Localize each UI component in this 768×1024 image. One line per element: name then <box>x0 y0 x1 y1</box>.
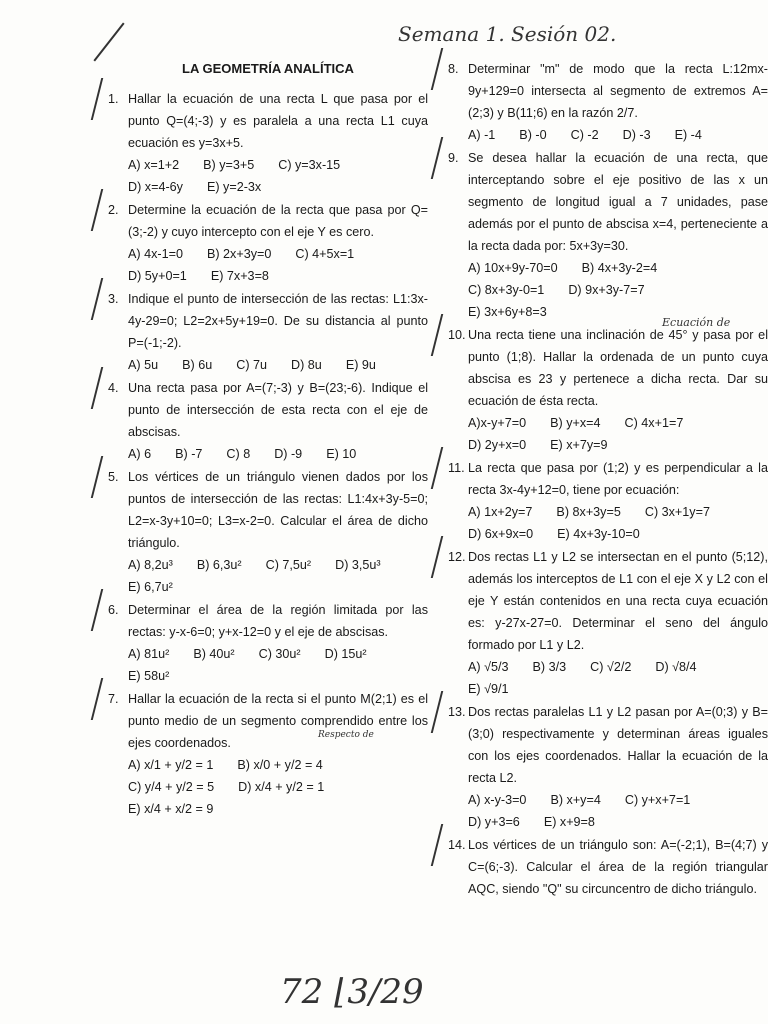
answer-options <box>448 257 768 323</box>
question-number: 11. <box>448 461 465 475</box>
question-text: Una recta pasa por A=(7;-3) y B=(23;-6). Indique el punto de intersección de esta recta con el eje de abscisas. <box>128 381 428 439</box>
question-item <box>448 58 768 146</box>
answer-option: E) 10 <box>326 447 357 461</box>
question-text: Los vértices de un triángulo son: A=(-2;1), B=(4;7) y C=(6;-3). Calcular el área de la región triangular AQC, siendo "Q" su circuncentro de dicho triángulo. <box>468 838 768 896</box>
question-text: Determinar "m" de modo que la recta L:12mx-9y+129=0 intersecta al segmento de extremos A=(2;3) y B(11;6) en la razón 2/7. <box>468 62 768 120</box>
answer-option: A) 6 <box>128 447 152 461</box>
answer-options <box>108 643 428 687</box>
question-number: 2. <box>108 203 119 217</box>
answer-option: C) 7u <box>236 358 268 372</box>
question-item <box>448 147 768 323</box>
answer-option: A) 1x+2y=7 <box>468 505 533 519</box>
answer-option: D) x/4 + y/2 = 1 <box>238 780 325 794</box>
answer-option: B) 4x+3y-2=4 <box>581 261 658 275</box>
question-item <box>108 199 428 287</box>
answer-option: A) 4x-1=0 <box>128 247 183 261</box>
answer-options <box>108 554 428 598</box>
question-item <box>108 688 428 820</box>
question-item <box>448 457 768 545</box>
answer-option: A) -1 <box>468 128 496 142</box>
answer-option: C) y=3x-15 <box>278 158 341 172</box>
handwritten-note-7: Respecto de <box>318 730 374 740</box>
question-text: Hallar la ecuación de una recta L que pasa por el punto Q=(4;-3) y es paralela a una recta L1 cuya ecuación es y=3x+5. <box>128 92 428 150</box>
question-item <box>108 599 428 687</box>
left-column <box>108 58 428 821</box>
left-question-list <box>108 88 428 820</box>
answer-option: B) 2x+3y=0 <box>206 247 272 261</box>
question-number: 13. <box>448 705 466 719</box>
question-number: 7. <box>108 692 119 706</box>
answer-option: D) 6x+9x=0 <box>468 527 534 541</box>
answer-option: D) y+3=6 <box>468 815 520 829</box>
handwritten-note-10: Ecuación de <box>662 316 731 329</box>
answer-option: A) 5u <box>128 358 159 372</box>
question-text: La recta que pasa por (1;2) y es perpendicular a la recta 3x-4y+12=0, tiene por ecuación: <box>468 461 768 497</box>
answer-option: E) 6,7u² <box>128 580 173 594</box>
answer-option: E) x/4 + x/2 = 9 <box>128 802 214 816</box>
page-title: LA GEOMETRÍA ANALÍTICA <box>182 61 354 76</box>
answer-options <box>448 789 768 833</box>
answer-option: B) -0 <box>519 128 547 142</box>
answer-options <box>448 656 768 700</box>
margin-slash <box>93 22 124 61</box>
answer-option: D) 15u² <box>324 647 367 661</box>
answer-option: C) y+x+7=1 <box>624 793 691 807</box>
answer-option: D) 2y+x=0 <box>468 438 527 452</box>
question-item <box>448 834 768 900</box>
question-item <box>108 466 428 598</box>
answer-option: E) 7x+3=8 <box>210 269 269 283</box>
answer-option: E) 58u² <box>128 669 170 683</box>
answer-option: E) 9u <box>345 358 376 372</box>
answer-option: A) x/1 + y/2 = 1 <box>128 758 214 772</box>
answer-options <box>108 754 428 820</box>
answer-options <box>448 412 768 456</box>
answer-option: A)x-y+7=0 <box>468 416 527 430</box>
answer-option: D) -3 <box>622 128 651 142</box>
answer-option: B) y=3+5 <box>203 158 255 172</box>
answer-option: B) 6u <box>182 358 213 372</box>
answer-options <box>108 443 428 465</box>
question-text: Indique el punto de intersección de las rectas: L1:3x-4y-29=0; L2=2x+5y+19=0. De su distancia al punto P=(-1;-2). <box>128 292 428 350</box>
answer-options <box>108 243 428 287</box>
question-number: 8. <box>448 62 459 76</box>
question-item <box>108 88 428 198</box>
right-question-list <box>448 58 768 900</box>
answer-option: C) 4+5x=1 <box>295 247 355 261</box>
question-text: Hallar la ecuación de la recta si el punto M(2;1) es el punto medio de un segmento comprendido entre los ejes coordenados. <box>128 692 428 750</box>
answer-option: D) 9x+3y-7=7 <box>568 283 645 297</box>
answer-option: D) 3,5u³ <box>335 558 381 572</box>
answer-option: B) 6,3u² <box>196 558 242 572</box>
answer-option: C) 30u² <box>258 647 301 661</box>
answer-option: E) x+9=8 <box>543 815 595 829</box>
answer-option: C) 4x+1=7 <box>624 416 684 430</box>
answer-option: D) √8/4 <box>655 660 697 674</box>
answer-option: B) 8x+3y=5 <box>556 505 621 519</box>
answer-option: B) x/0 + y/2 = 4 <box>237 758 323 772</box>
answer-option: A) 10x+9y-70=0 <box>468 261 558 275</box>
question-number: 5. <box>108 470 119 484</box>
answer-options <box>108 154 428 198</box>
answer-option: A) 8,2u³ <box>128 558 173 572</box>
question-number: 6. <box>108 603 119 617</box>
question-text: Se desea hallar la ecuación de una recta, que interceptando sobre el eje positivo de las x un segmento de longitud igual a 7 unidades, pase además por el punto de abscisa x=4, perteneciente a la recta dada por: 5x+3y=30. <box>468 151 768 253</box>
question-number: 3. <box>108 292 119 306</box>
question-text: Una recta tiene una inclinación de 45° y pasa por el punto (1;8). Hallar la ordenada de un punto cuya abscisa es 23 y pertenece a dicha recta. Dar su ecuación de ésta recta. <box>468 328 768 408</box>
question-item <box>108 288 428 376</box>
answer-option: E) √9/1 <box>468 682 509 696</box>
answer-option: C) y/4 + y/2 = 5 <box>128 780 215 794</box>
question-number: 9. <box>448 151 459 165</box>
answer-option: C) 7,5u² <box>265 558 312 572</box>
question-text: Dos rectas L1 y L2 se intersectan en el punto (5;12), además los interceptos de L1 con el eje X y L2 con el eje Y están contenidos en una recta cuya ecuación es: y-27x-27=0. Determinar el seno del ángulo formado por L1 y L2. <box>468 550 768 652</box>
answer-options <box>448 501 768 545</box>
answer-option: E) 3x+6y+8=3 <box>468 305 547 319</box>
question-text: Determinar el área de la región limitada por las rectas: y-x-6=0; y+x-12=0 y el eje de abscisas. <box>128 603 428 639</box>
question-text: Los vértices de un triángulo vienen dados por los puntos de intersección de las rectas: L1:4x+3y-5=0; L2=x-3y+10=0; L3=x-2=0. Calcular el área de dicho triángulo. <box>128 470 428 550</box>
answer-option: E) y=2-3x <box>206 180 262 194</box>
answer-option: B) x+y=4 <box>550 793 601 807</box>
handwritten-score: 72 ⌊3/29 <box>280 972 424 1012</box>
answer-option: E) x+7y=9 <box>550 438 608 452</box>
answer-option: B) 40u² <box>193 647 235 661</box>
question-item <box>448 324 768 456</box>
answer-option: A) √5/3 <box>468 660 509 674</box>
question-number: 14. <box>448 838 466 852</box>
answer-option: B) y+x=4 <box>550 416 601 430</box>
answer-option: C) 8x+3y-0=1 <box>468 283 545 297</box>
question-text: Dos rectas paralelas L1 y L2 pasan por A=(0;3) y B=(3;0) respectivamente y determinan áreas iguales con los ejes coordenados. Hallar la ecuación de la recta L2. <box>468 705 768 785</box>
answer-option: D) -9 <box>274 447 303 461</box>
answer-option: D) x=4-6y <box>128 180 183 194</box>
answer-option: D) 8u <box>291 358 322 372</box>
question-number: 1. <box>108 92 119 106</box>
answer-option: C) -2 <box>570 128 599 142</box>
answer-option: C) 8 <box>226 447 251 461</box>
question-item <box>108 377 428 465</box>
answer-option: B) -7 <box>175 447 203 461</box>
question-item <box>448 701 768 833</box>
question-number: 4. <box>108 381 119 395</box>
answer-option: E) -4 <box>674 128 702 142</box>
answer-option: C) √2/2 <box>590 660 632 674</box>
answer-options <box>448 124 768 146</box>
question-number: 10. <box>448 328 466 342</box>
right-column <box>448 58 768 901</box>
answer-option: C) 3x+1y=7 <box>644 505 710 519</box>
question-number: 12. <box>448 550 466 564</box>
answer-option: A) x=1+2 <box>128 158 180 172</box>
answer-option: A) 81u² <box>128 647 170 661</box>
question-text: Determine la ecuación de la recta que pasa por Q=(3;-2) y cuyo intercepto con el eje Y es cero. <box>128 203 428 239</box>
answer-option: B) 3/3 <box>532 660 567 674</box>
answer-options <box>108 354 428 376</box>
answer-option: D) 5y+0=1 <box>128 269 187 283</box>
answer-option: E) 4x+3y-10=0 <box>557 527 640 541</box>
question-item <box>448 546 768 700</box>
session-note: Semana 1. Sesión 02. <box>398 22 617 46</box>
answer-option: A) x-y-3=0 <box>468 793 527 807</box>
